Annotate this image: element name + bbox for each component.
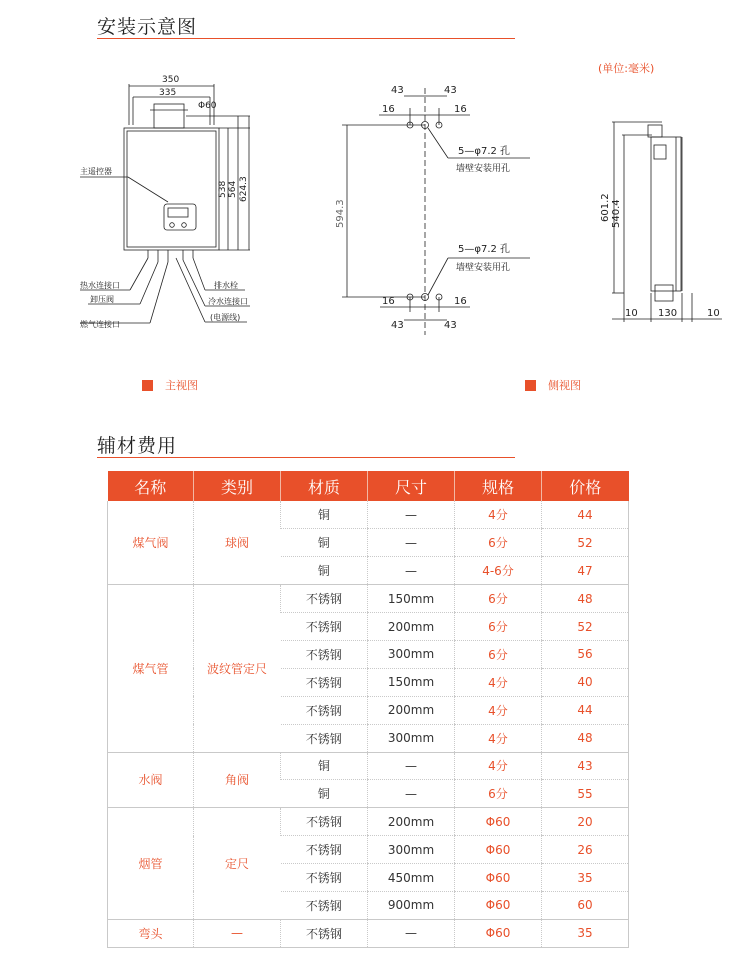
title-underline [97,457,515,458]
cell-price: 20 [542,808,629,836]
dim-mount-top-16-right: 16 [454,104,467,115]
cell-spec: 4分 [455,724,542,752]
table-header-row [108,471,629,501]
cell-size: 300mm [368,640,455,668]
label-gas-inlet: 燃气连接口 [80,320,120,329]
cell-price: 26 [542,836,629,864]
legend-front-view [142,377,198,393]
dim-side-540-4: 540.4 [611,199,622,228]
cell-material: 不锈钢 [281,808,368,836]
cell-price: 48 [542,724,629,752]
cell-price: 55 [542,780,629,808]
header-spec: 规格 [455,471,542,501]
cell-name: 煤气管 [108,585,194,752]
cell-size: 200mm [368,613,455,641]
label-drain-plug: 排水栓 [214,281,238,290]
cell-size: 200mm [368,808,455,836]
table-row [108,919,629,947]
cell-spec: Φ60 [455,836,542,864]
cell-name: 烟管 [108,808,194,920]
cell-material: 不锈钢 [281,668,368,696]
legend-side-view [525,377,581,393]
header-category: 类别 [194,471,281,501]
label-cold-water-inlet: 冷水连接口 [208,297,248,306]
hole-desc-top: 墙壁安装用孔 [456,164,511,174]
dim-flue-diameter: Φ60 [198,101,217,111]
cell-size: — [368,501,455,529]
cell-category: 球阀 [194,501,281,585]
header-name: 名称 [108,471,194,501]
cell-material: 铜 [281,501,368,529]
dim-mount-top-16-left: 16 [382,104,395,115]
cell-price: 52 [542,529,629,557]
cell-size: — [368,557,455,585]
cell-size: — [368,752,455,780]
dim-front-624-3: 624.3 [239,176,249,202]
cell-size: 150mm [368,668,455,696]
cell-price: 52 [542,613,629,641]
cell-material: 不锈钢 [281,919,368,947]
cell-material: 不锈钢 [281,836,368,864]
cell-material: 铜 [281,780,368,808]
cell-price: 44 [542,501,629,529]
cell-spec: 4分 [455,501,542,529]
dim-mount-bottom-43-left: 43 [391,320,404,331]
table-row [108,585,629,613]
hole-desc-bottom: 墙壁安装用孔 [456,263,511,273]
header-price: 价格 [542,471,629,501]
installation-diagram [0,0,750,400]
cell-size: 300mm [368,724,455,752]
materials-price-table [107,471,629,948]
cell-size: 150mm [368,585,455,613]
cell-spec: 6分 [455,529,542,557]
cell-spec: 4分 [455,696,542,724]
cell-category: 角阀 [194,752,281,808]
label-main-remote: 主遥控器 [80,167,112,176]
header-size: 尺寸 [368,471,455,501]
cell-name: 煤气阀 [108,501,194,585]
cell-spec: Φ60 [455,808,542,836]
dim-front-width-335: 335 [159,88,177,98]
cell-name: 弯头 [108,919,194,947]
dim-mount-bottom-16-right: 16 [454,296,467,307]
cell-spec: 4分 [455,752,542,780]
label-relief-valve: 卸压阀 [90,295,114,304]
hole-spec-top: 5—φ7.2 孔 [458,146,511,157]
cell-material: 不锈钢 [281,891,368,919]
label-hot-water-inlet: 热水连接口 [80,281,120,290]
label-power-cord: (电源线) [210,313,241,322]
cell-spec: 6分 [455,780,542,808]
legend-side-label: 侧视图 [548,379,581,392]
dim-front-538: 538 [218,180,228,198]
cell-spec: Φ60 [455,919,542,947]
dim-mount-bottom-16-left: 16 [382,296,395,307]
cell-category: 波纹管定尺 [194,585,281,752]
unit-note: (单位:毫米) [598,62,655,75]
cell-material: 不锈钢 [281,864,368,892]
hole-spec-bottom: 5—φ7.2 孔 [458,244,511,255]
cell-category: — [194,919,281,947]
cell-spec: 6分 [455,640,542,668]
dim-mount-top-43-left: 43 [391,85,404,96]
dim-side-10-right: 10 [707,308,720,319]
cell-spec: 4分 [455,668,542,696]
cell-spec: 4-6分 [455,557,542,585]
section-title-materials: 辅材费用 [97,435,178,457]
cell-size: 300mm [368,836,455,864]
table-row [108,752,629,780]
cell-material: 铜 [281,752,368,780]
dim-side-601-2: 601.2 [600,193,611,222]
cell-material: 不锈钢 [281,640,368,668]
cell-material: 不锈钢 [281,585,368,613]
cell-size: 900mm [368,891,455,919]
cell-material: 不锈钢 [281,724,368,752]
cell-price: 44 [542,696,629,724]
cell-price: 35 [542,864,629,892]
cell-price: 56 [542,640,629,668]
cell-size: — [368,919,455,947]
legend-square-icon [525,380,536,391]
cell-spec: Φ60 [455,864,542,892]
table-row [108,808,629,836]
dim-front-width-350: 350 [162,75,180,85]
cell-size: 200mm [368,696,455,724]
legend-front-label: 主视图 [165,379,198,392]
cell-price: 47 [542,557,629,585]
cell-price: 60 [542,891,629,919]
cell-category: 定尺 [194,808,281,920]
legend-square-icon [142,380,153,391]
section-title-installation: 安装示意图 [97,16,198,38]
cell-size: — [368,529,455,557]
cell-size: — [368,780,455,808]
cell-spec: Φ60 [455,891,542,919]
dim-side-130: 130 [658,308,678,319]
cell-spec: 6分 [455,613,542,641]
dim-mount-top-43-right: 43 [444,85,457,96]
cell-price: 35 [542,919,629,947]
header-material: 材质 [281,471,368,501]
cell-material: 铜 [281,557,368,585]
dim-mount-height: 594.3 [335,199,346,228]
dim-mount-bottom-43-right: 43 [444,320,457,331]
cell-price: 40 [542,668,629,696]
cell-spec: 6分 [455,585,542,613]
cell-price: 48 [542,585,629,613]
cell-size: 450mm [368,864,455,892]
cell-name: 水阀 [108,752,194,808]
cell-material: 不锈钢 [281,696,368,724]
table-row [108,501,629,529]
dim-front-564: 564 [228,180,238,198]
dim-side-10-left: 10 [625,308,638,319]
cell-price: 43 [542,752,629,780]
cell-material: 铜 [281,529,368,557]
cell-material: 不锈钢 [281,613,368,641]
